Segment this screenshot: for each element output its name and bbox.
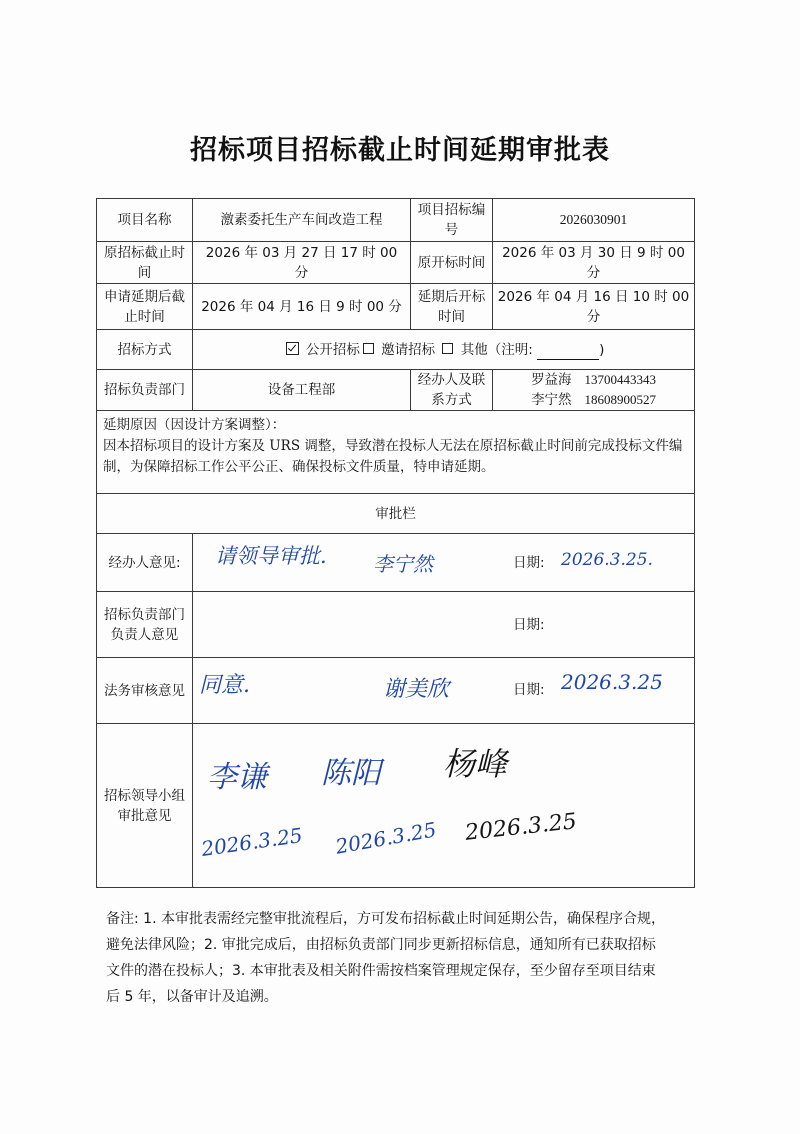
project-no: 2026030901	[493, 199, 695, 242]
orig-open-label: 原开标时间	[411, 242, 493, 284]
orig-deadline-label: 原招标截止时间	[97, 242, 193, 284]
leadership-opinion-label: 招标领导小组审批意见	[97, 724, 193, 888]
checkbox-invited-tender[interactable]	[363, 343, 374, 354]
leadership-opinion	[193, 724, 695, 888]
option-invited-tender: 邀请招标	[381, 341, 436, 358]
project-no-label: 项目招标编号	[411, 199, 493, 242]
notes: 备注: 1. 本审批表需经完整审批流程后，方可发布招标截止时间延期公告，确保程序合规，避免法律风险；2. 审批完成后，由招标负责部门同步更新招标信息，通知所有已获取招标文件的潜在投标人；3. 本审批表及相关附件需按档案管理规定保存，至少留存至项目结束后 5 年，以备审计及追溯。	[106, 911, 665, 1005]
handwritten-signature: 谢美欣	[383, 677, 450, 702]
option-open-tender: 公开招标	[305, 341, 360, 358]
date-label: 日期:	[513, 682, 545, 698]
approval-form-table	[96, 198, 695, 888]
handwritten-signature: 陈阳	[321, 756, 381, 791]
new-open: 2026 年 04 月 16 日 10 时 00 分	[493, 284, 695, 330]
handler-opinion	[193, 534, 695, 592]
handwritten-date: 2026.3.25.	[561, 550, 653, 570]
reason-text: 因本招标项目的设计方案及 URS 调整，导致潜在投标人无法在原招标截止时间前完成投标文件编制，为保障招标工作公平公正、确保投标文件质量，特申请延期。	[103, 438, 683, 475]
dept-label: 招标负责部门	[97, 370, 193, 411]
delay-reason	[97, 411, 695, 494]
approval-section-title: 审批栏	[97, 494, 695, 534]
orig-deadline: 2026 年 03 月 27 日 17 时 00 分	[193, 242, 411, 284]
contact-row: 李宁然 18608900527	[531, 392, 656, 408]
option-other-close: )	[599, 341, 605, 358]
handwritten-date: 2026.3.25	[463, 809, 578, 846]
handwritten-comment: 同意.	[199, 673, 250, 698]
handwritten-comment: 请领导审批.	[215, 544, 327, 568]
handwritten-date: 2026.3.25	[333, 817, 439, 859]
dept-head-opinion-label: 招标负责部门负责人意见	[97, 592, 193, 658]
dept: 设备工程部	[193, 370, 411, 411]
date-label: 日期:	[513, 555, 545, 571]
handler-opinion-label: 经办人意见:	[97, 534, 193, 592]
contact-label: 经办人及联系方式	[411, 370, 493, 411]
legal-opinion	[193, 658, 695, 724]
method-label: 招标方式	[97, 330, 193, 370]
option-other: 其他（注明:	[460, 341, 533, 358]
legal-opinion-label: 法务审核意见	[97, 658, 193, 724]
reason-title: 延期原因（因设计方案调整）：	[103, 417, 286, 433]
orig-open: 2026 年 03 月 30 日 9 时 00 分	[493, 242, 695, 284]
dept-head-opinion	[193, 592, 695, 658]
handwritten-signature: 李谦	[207, 760, 267, 795]
project-name-label: 项目名称	[97, 199, 193, 242]
form-title: 招标项目招标截止时间延期审批表	[190, 135, 610, 166]
handwritten-signature: 李宁然	[373, 552, 433, 576]
checkbox-open-tender[interactable]	[286, 342, 299, 355]
handwritten-date: 2026.3.25	[561, 670, 663, 694]
handwritten-date: 2026.3.25	[199, 823, 304, 861]
new-deadline-label: 申请延期后截止时间	[97, 284, 193, 330]
contacts	[493, 370, 695, 411]
project-name: 激素委托生产车间改造工程	[193, 199, 411, 242]
contact-row: 罗益海 13700443343	[531, 372, 656, 388]
date-label: 日期:	[513, 617, 545, 633]
new-open-label: 延期后开标时间	[411, 284, 493, 330]
handwritten-signature: 杨峰	[443, 745, 508, 783]
new-deadline: 2026 年 04 月 16 日 9 时 00 分	[193, 284, 411, 330]
other-blank-field[interactable]	[537, 345, 599, 360]
method-options	[193, 330, 695, 370]
checkbox-other[interactable]	[442, 343, 453, 354]
